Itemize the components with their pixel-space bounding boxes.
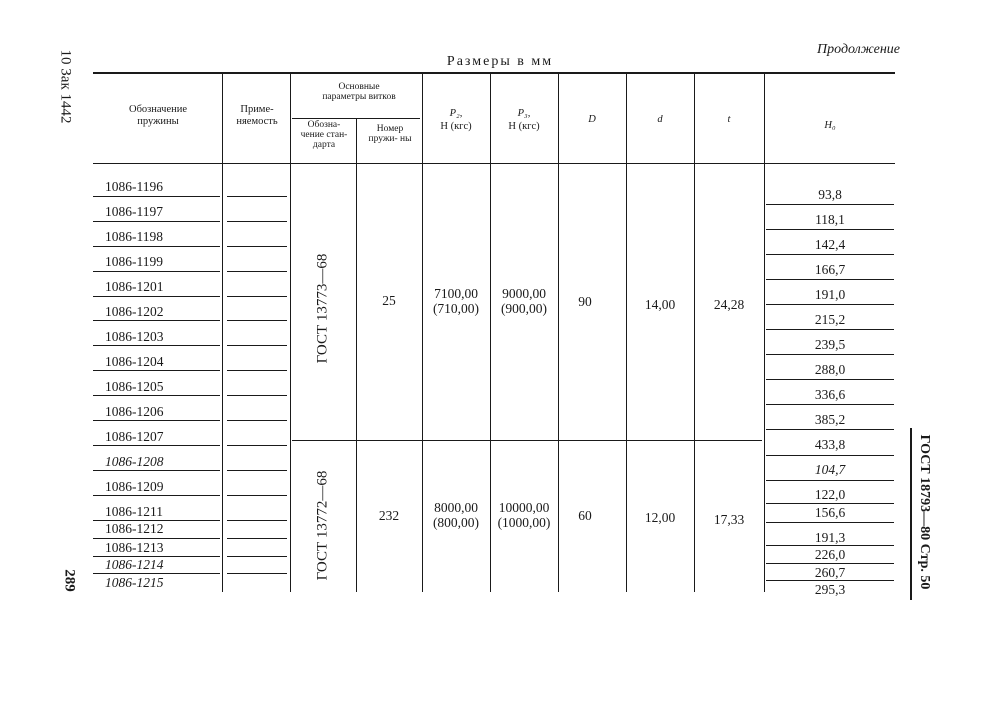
table-row-h0: 226,0 bbox=[814, 547, 846, 562]
row-rule bbox=[93, 296, 220, 297]
table-row-code: 1086-1214 bbox=[105, 557, 164, 572]
group1-p2-kgf: (710,00) bbox=[432, 301, 480, 316]
table-row-h0: 385,2 bbox=[814, 412, 846, 427]
table-row-h0: 295,3 bbox=[814, 582, 846, 597]
h0-rule bbox=[766, 429, 894, 430]
group2-p3: 10000,00 bbox=[498, 500, 550, 515]
table-row-h0: 156,6 bbox=[814, 505, 846, 520]
h0-rule bbox=[766, 304, 894, 305]
appl-rule bbox=[227, 573, 287, 574]
h0-rule bbox=[766, 455, 894, 456]
left-margin-text: 10 Зак 1442 bbox=[57, 49, 74, 124]
header-designation: Обозначение пружины bbox=[128, 104, 188, 127]
header-p2: P₂, bbox=[449, 108, 463, 119]
appl-rule bbox=[227, 246, 287, 247]
header-p3-unit: Н (кгс) bbox=[508, 121, 540, 132]
appl-rule bbox=[227, 370, 287, 371]
header-D: D bbox=[588, 114, 596, 125]
table-row-h0: 191,3 bbox=[814, 530, 846, 545]
col-sep-5 bbox=[490, 74, 491, 592]
h0-rule bbox=[766, 480, 894, 481]
group2-p2: 8000,00 bbox=[434, 500, 478, 515]
table-row-h0: 336,6 bbox=[814, 387, 846, 402]
page-number: 289 bbox=[61, 569, 78, 592]
col-sep-7 bbox=[626, 74, 627, 592]
right-margin-gost: ГОСТ 18793—80 Стр. 50 bbox=[917, 434, 932, 590]
group2-standard: ГОСТ 13772—68 bbox=[314, 470, 331, 581]
row-rule bbox=[93, 221, 220, 222]
col-sep-4 bbox=[422, 74, 423, 592]
appl-rule bbox=[227, 538, 287, 539]
h0-rule bbox=[766, 254, 894, 255]
table-row-code: 1086-1203 bbox=[105, 329, 164, 344]
table-row-code: 1086-1196 bbox=[105, 179, 163, 194]
table-row-code: 1086-1197 bbox=[105, 204, 163, 219]
header-t: t bbox=[727, 114, 731, 125]
header-applicability: Приме- няемость bbox=[236, 104, 278, 127]
group2-spring-number: 232 bbox=[378, 508, 400, 523]
table-row-code: 1086-1198 bbox=[105, 229, 163, 244]
appl-rule bbox=[227, 196, 287, 197]
row-rule bbox=[93, 345, 220, 346]
table-row-code: 1086-1206 bbox=[105, 404, 164, 419]
table-top-rule bbox=[93, 72, 895, 74]
h0-rule bbox=[766, 503, 894, 504]
table-row-code: 1086-1201 bbox=[105, 279, 164, 294]
col-sep-9 bbox=[764, 74, 765, 592]
row-rule bbox=[93, 420, 220, 421]
table-row-code: 1086-1207 bbox=[105, 429, 164, 444]
table-row-code: 1086-1212 bbox=[105, 521, 164, 536]
table-row-h0: 122,0 bbox=[814, 487, 846, 502]
h0-rule bbox=[766, 329, 894, 330]
row-rule bbox=[93, 470, 220, 471]
row-rule bbox=[93, 246, 220, 247]
table-row-h0: 104,7 bbox=[814, 462, 846, 477]
h0-rule bbox=[766, 404, 894, 405]
table-row-h0: 118,1 bbox=[815, 212, 845, 227]
table-row-code: 1086-1209 bbox=[105, 479, 164, 494]
group2-d: 12,00 bbox=[644, 510, 676, 525]
appl-rule bbox=[227, 345, 287, 346]
table-row-h0: 433,8 bbox=[814, 437, 846, 452]
row-rule bbox=[93, 320, 220, 321]
appl-rule bbox=[227, 271, 287, 272]
table-row-code: 1086-1213 bbox=[105, 540, 164, 555]
group1-p3-kgf: (900,00) bbox=[500, 301, 548, 316]
row-rule bbox=[93, 495, 220, 496]
h0-rule bbox=[766, 279, 894, 280]
col-sep-3 bbox=[356, 118, 357, 592]
group1-D: 90 bbox=[578, 294, 592, 309]
appl-rule bbox=[227, 520, 287, 521]
table-row-h0: 260,7 bbox=[814, 565, 846, 580]
h0-rule bbox=[766, 204, 894, 205]
appl-rule bbox=[227, 420, 287, 421]
row-rule bbox=[93, 196, 220, 197]
group1-standard: ГОСТ 13773—68 bbox=[314, 253, 331, 364]
appl-rule bbox=[227, 221, 287, 222]
row-rule bbox=[93, 445, 220, 446]
header-p3: P₃, bbox=[517, 108, 531, 119]
col-sep-2 bbox=[290, 74, 291, 592]
group1-t: 24,28 bbox=[713, 297, 745, 312]
header-d: d bbox=[657, 114, 663, 125]
group1-p3: 9000,00 bbox=[502, 286, 546, 301]
header-main-params: Основные параметры витков bbox=[322, 82, 396, 102]
table-row-h0: 191,0 bbox=[814, 287, 846, 302]
header-H0: H₀ bbox=[824, 120, 836, 131]
appl-rule bbox=[227, 395, 287, 396]
table-row-code: 1086-1202 bbox=[105, 304, 164, 319]
group2-t: 17,33 bbox=[713, 512, 745, 527]
h0-rule bbox=[766, 522, 894, 523]
appl-rule bbox=[227, 320, 287, 321]
group2-p3-kgf: (1000,00) bbox=[497, 515, 551, 530]
h0-rule bbox=[766, 379, 894, 380]
row-rule bbox=[93, 538, 220, 539]
table-row-code: 1086-1204 bbox=[105, 354, 164, 369]
table-row-h0: 166,7 bbox=[814, 262, 846, 277]
group2-D: 60 bbox=[578, 508, 592, 523]
h0-rule bbox=[766, 229, 894, 230]
header-spring-number: Номер пружи- ны bbox=[368, 124, 412, 144]
col-sep-6 bbox=[558, 74, 559, 592]
table-row-code: 1086-1205 bbox=[105, 379, 164, 394]
table-row-h0: 93,8 bbox=[818, 187, 842, 202]
group-separator-rule bbox=[292, 440, 762, 441]
table-row-h0: 288,0 bbox=[814, 362, 846, 377]
table-row-code: 1086-1208 bbox=[105, 454, 164, 469]
header-p2-unit: Н (кгс) bbox=[440, 121, 472, 132]
row-rule bbox=[93, 395, 220, 396]
continuation-label: Продолжение bbox=[817, 42, 900, 57]
group1-d: 14,00 bbox=[644, 297, 676, 312]
group2-p2-kgf: (800,00) bbox=[432, 515, 480, 530]
h0-rule bbox=[766, 563, 894, 564]
table-row-h0: 215,2 bbox=[814, 312, 846, 327]
appl-rule bbox=[227, 296, 287, 297]
table-row-code: 1086-1211 bbox=[105, 504, 163, 519]
header-std-designation: Обозна- чение стан- дарта bbox=[300, 120, 348, 150]
col-sep-8 bbox=[694, 74, 695, 592]
appl-rule bbox=[227, 470, 287, 471]
group1-spring-number: 25 bbox=[382, 293, 396, 308]
table-row-code: 1086-1199 bbox=[105, 254, 163, 269]
appl-rule bbox=[227, 495, 287, 496]
row-rule bbox=[93, 370, 220, 371]
units-caption: Размеры в мм bbox=[446, 54, 554, 69]
table-header-bottom-rule bbox=[93, 163, 895, 164]
group1-p2: 7100,00 bbox=[434, 286, 478, 301]
table-row-h0: 239,5 bbox=[814, 337, 846, 352]
appl-rule bbox=[227, 556, 287, 557]
row-rule bbox=[93, 573, 220, 574]
table-row-code: 1086-1215 bbox=[105, 575, 164, 590]
h0-rule bbox=[766, 354, 894, 355]
right-margin-rule bbox=[910, 428, 912, 600]
appl-rule bbox=[227, 445, 287, 446]
table-row-h0: 142,4 bbox=[814, 237, 846, 252]
row-rule bbox=[93, 271, 220, 272]
